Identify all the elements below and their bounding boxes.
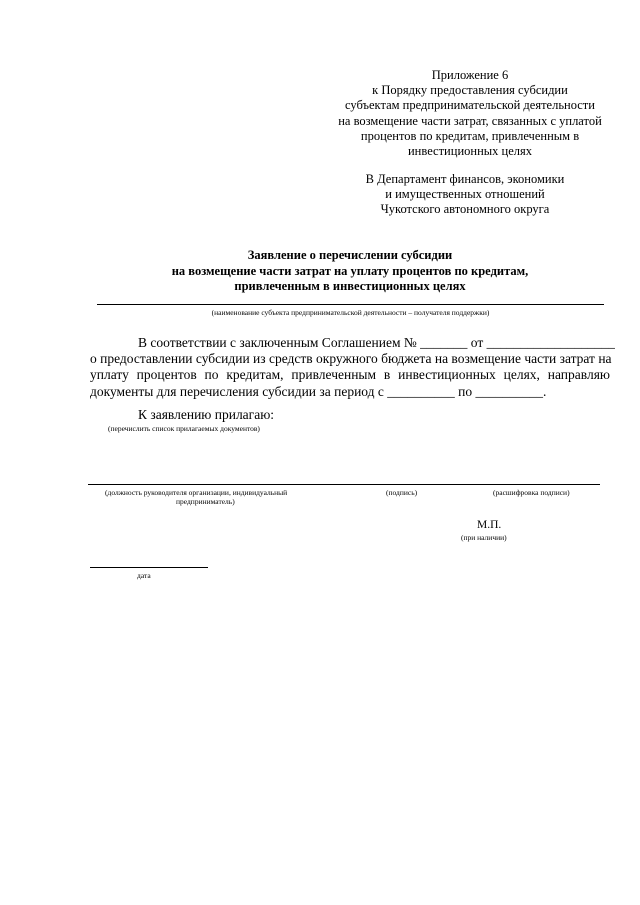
body-paragraph: [90, 335, 615, 400]
body-line: В соответствии с заключенным Соглашением № _______ от ___________________: [138, 335, 615, 350]
document-title: [90, 248, 610, 295]
header-line: к Порядку предоставления субсидии: [372, 83, 568, 98]
appendix-header: [320, 68, 620, 159]
addressee-block: [320, 172, 610, 218]
date-line: [90, 567, 208, 568]
attachments-caption: (перечислить список прилагаемых документов): [108, 424, 260, 433]
title-line: привлеченным в инвестиционных целях: [234, 279, 466, 293]
position-caption: (должность руководителя организации, индивидуальный: [105, 488, 288, 497]
body-line: документы для перечисления субсидии за период с __________ по __________.: [90, 383, 547, 399]
header-line: инвестиционных целях: [407, 144, 533, 159]
date-caption: дата: [137, 571, 151, 580]
title-line: на возмещение части затрат на уплату процентов по кредитам,: [171, 263, 529, 278]
stamp-label: М.П.: [477, 519, 502, 531]
title-line: Заявление о перечислении субсидии: [247, 248, 453, 262]
body-line: о предоставлении субсидии из средств окружного бюджета на возмещение части затрат на: [90, 351, 612, 367]
addressee-line: и имущественных отношений: [385, 187, 545, 202]
signature-line: [88, 484, 600, 485]
position-caption-cont: предприниматель): [176, 497, 235, 506]
addressee-line: В Департамент финансов, экономики: [365, 172, 565, 186]
applicant-caption: (наименование субъекта предпринимательской деятельности – получателя поддержки): [211, 308, 490, 317]
header-line: на возмещение части затрат, связанных с уплатой: [338, 113, 602, 128]
sign-caption: (подпись): [386, 488, 418, 497]
header-line: субъектам предпринимательской деятельности: [345, 98, 595, 113]
addressee-line: Чукотского автономного округа: [380, 202, 550, 217]
body-line: уплату процентов по кредитам, привлеченным в инвестиционных целях, направляю: [90, 367, 610, 383]
header-line: процентов по кредитам, привлеченным в: [360, 128, 580, 143]
applicant-name-line: [97, 304, 604, 305]
decode-caption: (расшифровка подписи): [493, 488, 570, 497]
attachments-label: К заявлению прилагаю:: [138, 407, 275, 422]
stamp-caption: (при наличии): [461, 533, 507, 542]
header-line: Приложение 6: [431, 68, 509, 82]
